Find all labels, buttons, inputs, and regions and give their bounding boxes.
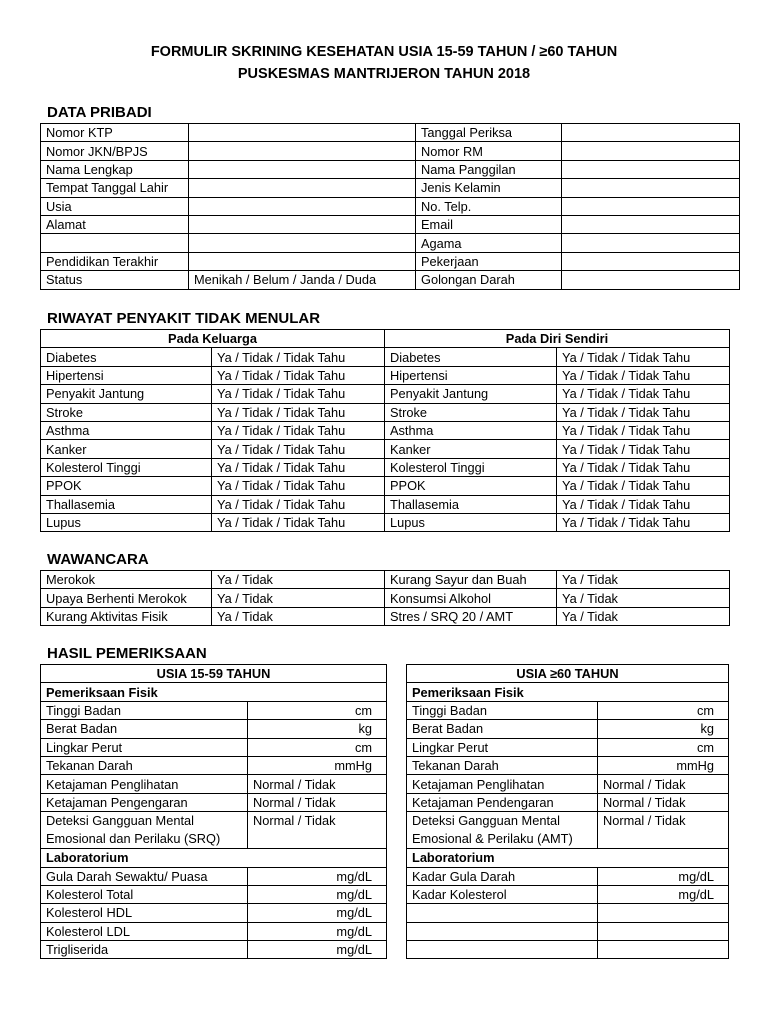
field-label: Nama Lengkap — [41, 160, 189, 178]
exam-value: kg — [598, 720, 729, 738]
disease-label: Asthma — [41, 421, 212, 439]
disease-label: Stroke — [385, 403, 557, 421]
exam-label: Tinggi Badan — [41, 701, 248, 719]
question-label: Upaya Berhenti Merokok — [41, 589, 212, 607]
table-row — [41, 271, 740, 289]
disease-option: Ya / Tidak / Tidak Tahu — [557, 366, 730, 384]
table-row — [41, 885, 387, 903]
table-row — [407, 738, 729, 756]
exam-value: Normal / Tidak — [248, 793, 387, 811]
field-label: Nomor KTP — [41, 124, 189, 142]
field-value — [189, 197, 416, 215]
question-option: Ya / Tidak — [557, 589, 730, 607]
disease-option: Ya / Tidak / Tidak Tahu — [212, 403, 385, 421]
data-pribadi-table — [40, 123, 740, 290]
disease-label: Stroke — [41, 403, 212, 421]
table-row — [407, 775, 729, 793]
exam-value: Normal / Tidak — [598, 812, 729, 849]
disease-label: Hipertensi — [41, 366, 212, 384]
table-row — [41, 179, 740, 197]
lab-value: mg/dL — [248, 885, 387, 903]
exam-label: Ketajaman Pendengaran — [407, 793, 598, 811]
table-row — [407, 904, 729, 922]
form-subtitle: PUSKESMAS MANTRIJERON TAHUN 2018 — [237, 66, 531, 82]
field-label: Nomor JKN/BPJS — [41, 142, 189, 160]
lab-label — [407, 941, 598, 959]
table-row — [407, 756, 729, 774]
lab-value: mg/dL — [598, 867, 729, 885]
exam-label: Lingkar Perut — [407, 738, 598, 756]
field-value — [189, 252, 416, 270]
table-header-row — [41, 665, 387, 683]
disease-label: Thallasemia — [385, 495, 557, 513]
disease-option: Ya / Tidak / Tidak Tahu — [557, 348, 730, 366]
disease-option: Ya / Tidak / Tidak Tahu — [557, 421, 730, 439]
table-row — [41, 348, 730, 366]
question-label: Kurang Aktivitas Fisik — [41, 607, 212, 625]
table-row — [41, 867, 387, 885]
section-heading-data-pribadi: DATA PRIBADI — [47, 104, 152, 121]
disease-option: Ya / Tidak / Tidak Tahu — [212, 385, 385, 403]
question-option: Ya / Tidak — [212, 571, 385, 589]
table-row — [407, 720, 729, 738]
question-option: Ya / Tidak — [212, 607, 385, 625]
table-row — [407, 683, 729, 701]
exam-value: cm — [598, 738, 729, 756]
disease-label: Penyakit Jantung — [41, 385, 212, 403]
subsection-label: Pemeriksaan Fisik — [407, 683, 729, 701]
field-label: Usia — [41, 197, 189, 215]
table-row — [407, 701, 729, 719]
field-label: Tempat Tanggal Lahir — [41, 179, 189, 197]
disease-option: Ya / Tidak / Tidak Tahu — [557, 477, 730, 495]
disease-option: Ya / Tidak / Tidak Tahu — [557, 458, 730, 476]
table-row — [41, 142, 740, 160]
lab-label: Trigliserida — [41, 941, 248, 959]
disease-label: Penyakit Jantung — [385, 385, 557, 403]
subsection-label: Laboratorium — [407, 849, 729, 867]
section-heading-wawancara: WAWANCARA — [47, 551, 149, 568]
table-row — [41, 738, 387, 756]
table-row — [41, 904, 387, 922]
table-row — [41, 513, 730, 531]
field-label: Nama Panggilan — [416, 160, 562, 178]
exam-label: Ketajaman Penglihatan — [407, 775, 598, 793]
table-row — [41, 495, 730, 513]
exam-value: Normal / Tidak — [598, 775, 729, 793]
field-value — [562, 142, 740, 160]
table-row — [41, 922, 387, 940]
table-row — [41, 720, 387, 738]
table-row — [41, 385, 730, 403]
table-row — [41, 403, 730, 421]
disease-label: Kanker — [41, 440, 212, 458]
lab-value — [598, 922, 729, 940]
exam-label: Deteksi Gangguan Mental Emosional dan Perilaku (SRQ) — [41, 812, 248, 849]
field-label: No. Telp. — [416, 197, 562, 215]
table-row — [407, 812, 729, 849]
disease-label: Diabetes — [41, 348, 212, 366]
table-row — [41, 756, 387, 774]
table-row — [41, 793, 387, 811]
field-label: Tanggal Periksa — [416, 124, 562, 142]
question-label: Kurang Sayur dan Buah — [385, 571, 557, 589]
subsection-label: Laboratorium — [41, 849, 387, 867]
exam-value: mmHg — [248, 756, 387, 774]
field-value — [562, 252, 740, 270]
table-row — [41, 571, 730, 589]
age-group-title: USIA ≥60 TAHUN — [407, 665, 729, 683]
exam-label: Tinggi Badan — [407, 701, 598, 719]
lab-value: mg/dL — [248, 867, 387, 885]
disease-option: Ya / Tidak / Tidak Tahu — [212, 348, 385, 366]
hasil-table-right — [406, 664, 729, 959]
table-row — [407, 793, 729, 811]
disease-label: Lupus — [385, 513, 557, 531]
exam-value: Normal / Tidak — [598, 793, 729, 811]
exam-value: mmHg — [598, 756, 729, 774]
lab-value: mg/dL — [248, 904, 387, 922]
disease-option: Ya / Tidak / Tidak Tahu — [557, 495, 730, 513]
lab-label — [407, 904, 598, 922]
disease-option: Ya / Tidak / Tidak Tahu — [212, 495, 385, 513]
field-value — [562, 124, 740, 142]
table-row — [41, 607, 730, 625]
field-value — [562, 160, 740, 178]
exam-value: cm — [248, 701, 387, 719]
field-label: Pekerjaan — [416, 252, 562, 270]
age-group-title: USIA 15-59 TAHUN — [41, 665, 387, 683]
lab-label: Kadar Gula Darah — [407, 867, 598, 885]
table-row — [407, 885, 729, 903]
disease-option: Ya / Tidak / Tidak Tahu — [212, 440, 385, 458]
riwayat-table — [40, 329, 730, 532]
lab-label: Gula Darah Sewaktu/ Puasa — [41, 867, 248, 885]
disease-option: Ya / Tidak / Tidak Tahu — [557, 513, 730, 531]
table-header-row — [407, 665, 729, 683]
table-row — [41, 160, 740, 178]
table-row — [41, 683, 387, 701]
disease-option: Ya / Tidak / Tidak Tahu — [557, 403, 730, 421]
field-value — [189, 142, 416, 160]
field-label: Jenis Kelamin — [416, 179, 562, 197]
exam-value: kg — [248, 720, 387, 738]
disease-option: Ya / Tidak / Tidak Tahu — [212, 458, 385, 476]
riwayat-col-diri: Pada Diri Sendiri — [385, 330, 730, 348]
disease-label: PPOK — [41, 477, 212, 495]
table-row — [41, 215, 740, 233]
table-row — [41, 252, 740, 270]
exam-label: Berat Badan — [407, 720, 598, 738]
disease-option: Ya / Tidak / Tidak Tahu — [557, 385, 730, 403]
table-row — [41, 458, 730, 476]
disease-label: Lupus — [41, 513, 212, 531]
disease-label: PPOK — [385, 477, 557, 495]
disease-label: Kanker — [385, 440, 557, 458]
section-heading-riwayat: RIWAYAT PENYAKIT TIDAK MENULAR — [47, 310, 321, 327]
table-row — [41, 775, 387, 793]
table-row — [41, 234, 740, 252]
table-row — [407, 849, 729, 867]
lab-label: Kolesterol HDL — [41, 904, 248, 922]
field-label: Status — [41, 271, 189, 289]
exam-value: cm — [598, 701, 729, 719]
field-value — [189, 160, 416, 178]
section-heading-hasil: HASIL PEMERIKSAAN — [47, 645, 207, 662]
field-value — [189, 124, 416, 142]
exam-label: Tekanan Darah — [41, 756, 248, 774]
exam-label: Ketajaman Pengengaran — [41, 793, 248, 811]
table-row — [41, 440, 730, 458]
disease-label: Thallasemia — [41, 495, 212, 513]
question-label: Merokok — [41, 571, 212, 589]
table-row — [41, 849, 387, 867]
lab-value — [598, 904, 729, 922]
lab-value — [598, 941, 729, 959]
field-label — [41, 234, 189, 252]
field-value — [189, 234, 416, 252]
exam-label: Ketajaman Penglihatan — [41, 775, 248, 793]
wawancara-table — [40, 570, 730, 626]
lab-label: Kolesterol Total — [41, 885, 248, 903]
table-row — [41, 812, 387, 849]
table-row — [41, 197, 740, 215]
disease-option: Ya / Tidak / Tidak Tahu — [557, 440, 730, 458]
field-value — [562, 215, 740, 233]
table-row — [41, 124, 740, 142]
table-row — [41, 941, 387, 959]
disease-label: Asthma — [385, 421, 557, 439]
disease-label: Diabetes — [385, 348, 557, 366]
lab-label: Kolesterol LDL — [41, 922, 248, 940]
disease-option: Ya / Tidak / Tidak Tahu — [212, 421, 385, 439]
table-row — [41, 366, 730, 384]
field-value — [562, 179, 740, 197]
question-option: Ya / Tidak — [212, 589, 385, 607]
disease-option: Ya / Tidak / Tidak Tahu — [212, 477, 385, 495]
question-option: Ya / Tidak — [557, 607, 730, 625]
exam-label: Tekanan Darah — [407, 756, 598, 774]
exam-label: Lingkar Perut — [41, 738, 248, 756]
exam-label: Berat Badan — [41, 720, 248, 738]
disease-option: Ya / Tidak / Tidak Tahu — [212, 366, 385, 384]
exam-value: cm — [248, 738, 387, 756]
table-row — [407, 922, 729, 940]
field-value — [562, 197, 740, 215]
exam-value: Normal / Tidak — [248, 812, 387, 849]
field-label: Nomor RM — [416, 142, 562, 160]
question-label: Konsumsi Alkohol — [385, 589, 557, 607]
field-value — [562, 271, 740, 289]
lab-value: mg/dL — [598, 885, 729, 903]
disease-label: Kolesterol Tinggi — [385, 458, 557, 476]
field-label: Agama — [416, 234, 562, 252]
exam-label: Deteksi Gangguan Mental Emosional & Perilaku (AMT) — [407, 812, 598, 849]
disease-label: Kolesterol Tinggi — [41, 458, 212, 476]
lab-value: mg/dL — [248, 941, 387, 959]
field-value — [562, 234, 740, 252]
field-value — [189, 179, 416, 197]
field-label: Golongan Darah — [416, 271, 562, 289]
exam-value: Normal / Tidak — [248, 775, 387, 793]
lab-value: mg/dL — [248, 922, 387, 940]
lab-label: Kadar Kolesterol — [407, 885, 598, 903]
table-row — [41, 701, 387, 719]
lab-label — [407, 922, 598, 940]
table-row — [41, 477, 730, 495]
disease-option: Ya / Tidak / Tidak Tahu — [212, 513, 385, 531]
question-option: Ya / Tidak — [557, 571, 730, 589]
question-label: Stres / SRQ 20 / AMT — [385, 607, 557, 625]
field-label: Email — [416, 215, 562, 233]
hasil-table-left — [40, 664, 387, 959]
table-row — [407, 941, 729, 959]
field-label: Alamat — [41, 215, 189, 233]
riwayat-col-keluarga: Pada Keluarga — [41, 330, 385, 348]
form-title: FORMULIR SKRINING KESEHATAN USIA 15-59 TAHUN / ≥60 TAHUN — [150, 44, 618, 60]
disease-label: Hipertensi — [385, 366, 557, 384]
table-row — [407, 867, 729, 885]
table-row — [41, 589, 730, 607]
field-label: Pendidikan Terakhir — [41, 252, 189, 270]
field-value: Menikah / Belum / Janda / Duda — [189, 271, 416, 289]
field-value — [189, 215, 416, 233]
table-row — [41, 421, 730, 439]
subsection-label: Pemeriksaan Fisik — [41, 683, 387, 701]
